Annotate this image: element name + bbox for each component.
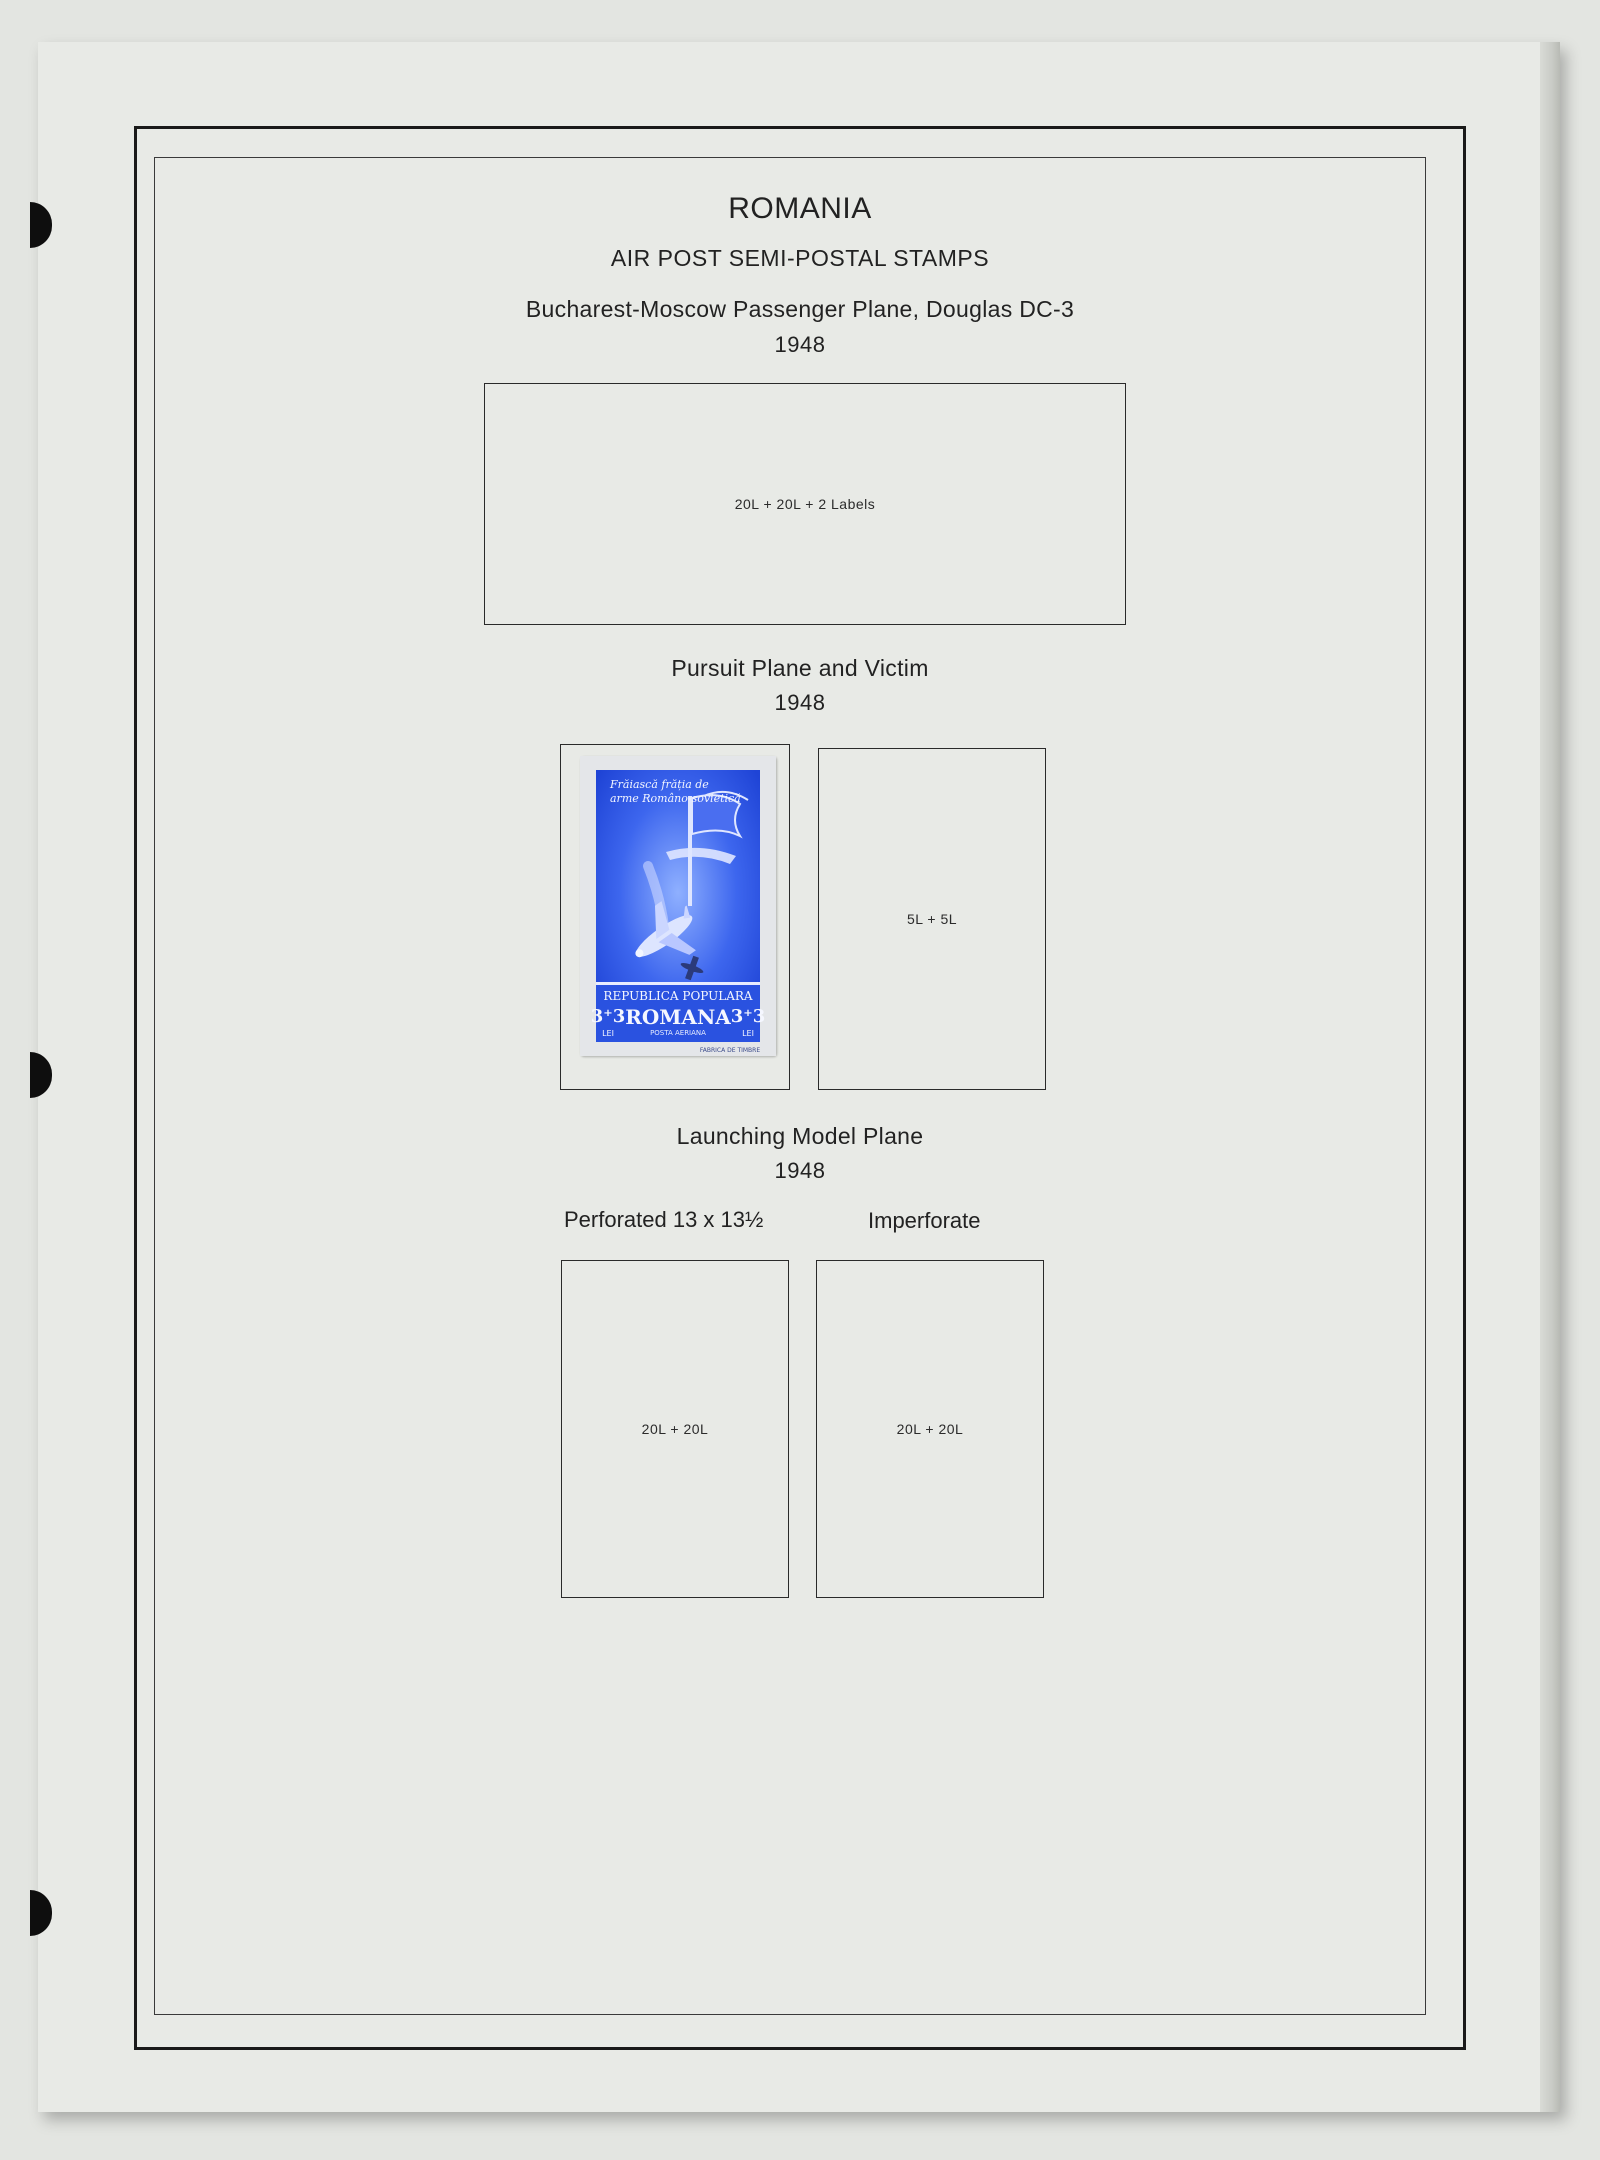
stamp-sub-text: POSTA AERIANA (650, 1029, 706, 1037)
stamp-space-label: 20L + 20L (641, 1421, 709, 1437)
svg-text:arme Româno-sovietică: arme Româno-sovietică (610, 792, 741, 805)
punch-hole (30, 1052, 52, 1098)
country-title: ROMANIA (728, 192, 872, 225)
perforation-label: Perforated 13 x 13½ (564, 1207, 764, 1232)
stamp-space (818, 748, 1046, 1090)
stamp-printer-text: FABRICA DE TIMBRE (699, 1047, 761, 1054)
stamp-banner-text: REPUBLICA POPULARA (603, 989, 753, 1003)
stamp-value-left: 3⁺3 (590, 1006, 626, 1027)
section-title: Launching Model Plane (676, 1123, 924, 1149)
section-title: Pursuit Plane and Victim (671, 655, 929, 681)
section-year: 1948 (774, 332, 826, 357)
imperforate-label: Imperforate (868, 1208, 981, 1233)
stamp-slogan: Frăiască frăția de (610, 778, 709, 791)
svg-text:LEI: LEI (602, 1029, 614, 1038)
stamp-space-label: 5L + 5L (906, 911, 958, 927)
stamp-image (580, 756, 776, 1056)
section-year: 1948 (774, 690, 826, 715)
stamp-space (484, 383, 1126, 625)
category-title: AIR POST SEMI-POSTAL STAMPS (610, 245, 990, 271)
stamp-country-text: ROMANA (625, 1005, 731, 1029)
stamp-space (561, 1260, 789, 1598)
section-year: 1948 (774, 1158, 826, 1183)
stamp-value-right: 3⁺3 (730, 1006, 766, 1027)
section-title: Bucharest-Moscow Passenger Plane, Douglas DC-3 (525, 296, 1075, 322)
stamp-space-label: 20L + 20L + 2 Labels (734, 496, 876, 512)
svg-text:LEI: LEI (742, 1029, 754, 1038)
punch-hole (30, 1890, 52, 1936)
stamp-space-label: 20L + 20L (896, 1421, 964, 1437)
mounted-stamp (580, 756, 776, 1056)
stamp-space (816, 1260, 1044, 1598)
